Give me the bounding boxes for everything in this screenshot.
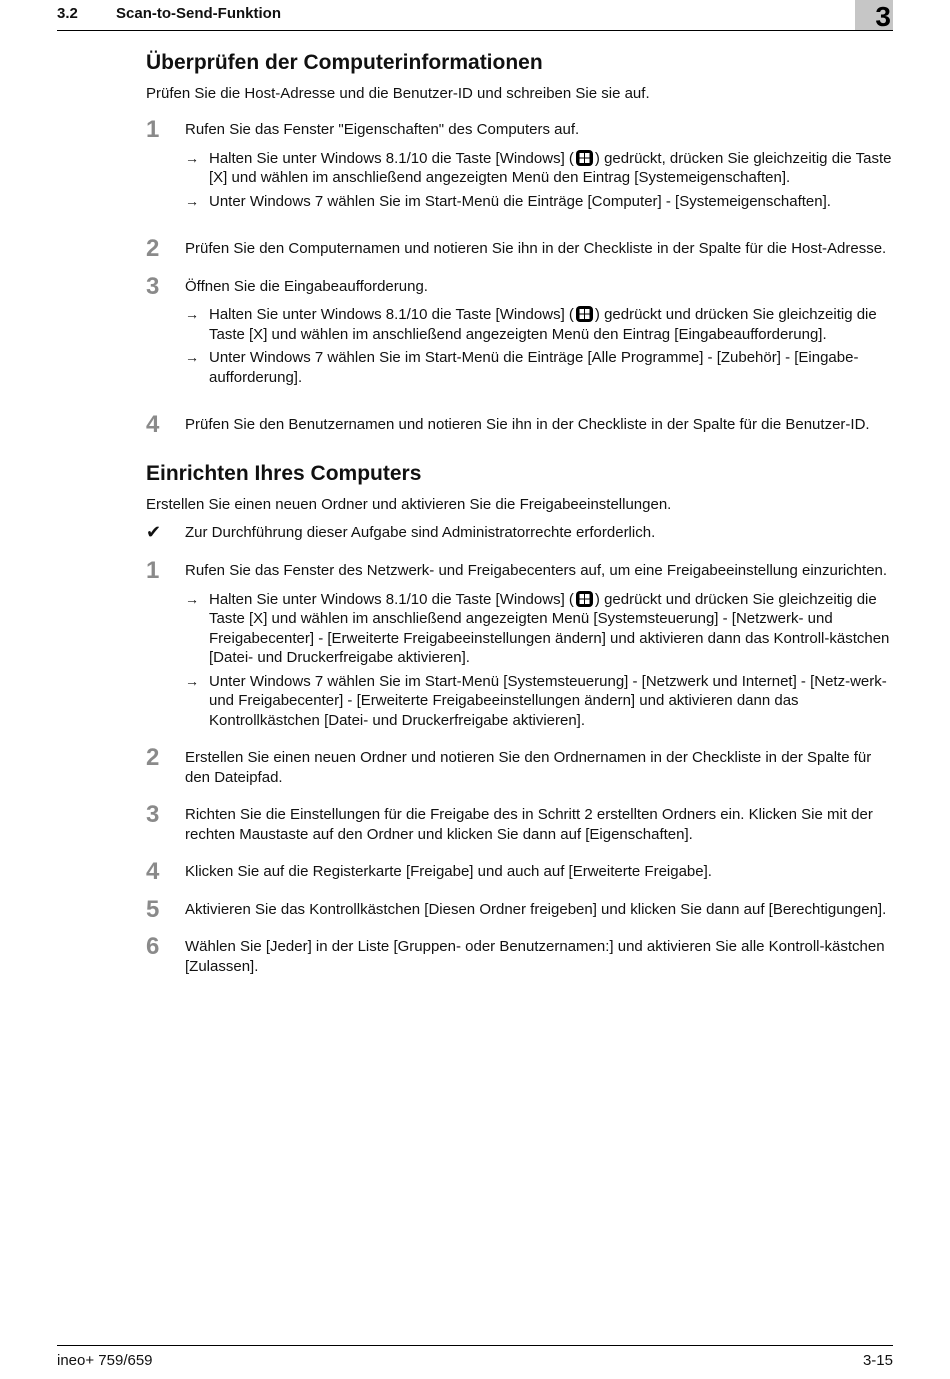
product-model: ineo+ 759/659	[57, 1352, 153, 1369]
step-text: Erstellen Sie einen neuen Ordner und notieren Sie den Ordnernamen in der Checkliste in der Spalte für den Dateipfad.	[185, 749, 872, 786]
sub-step	[185, 590, 894, 668]
sub-step	[185, 192, 894, 212]
arrow-icon: →	[185, 306, 199, 322]
step-number: 4	[146, 858, 160, 885]
page-content	[146, 48, 894, 976]
step-text: Öffnen Sie die Eingabeaufforderung.	[185, 277, 428, 295]
sub-step-text-after: ) gedrückt und drücken Sie gleichzeitig die Taste [X] und wählen im anschließend angezeigten Menü den Eintrag [Eingabeaufforderung].	[209, 306, 877, 343]
step	[146, 801, 894, 844]
arrow-icon: →	[185, 149, 199, 166]
arrow-icon: →	[185, 590, 199, 607]
arrow-icon: →	[185, 349, 199, 365]
step-text: Rufen Sie das Fenster "Eigenschaften" des Computers auf.	[185, 121, 580, 138]
arrow-icon: →	[185, 192, 199, 209]
heading-setup-computer: Einrichten Ihres Computers	[146, 461, 422, 485]
step	[146, 744, 894, 787]
step	[146, 411, 894, 438]
chapter-tab	[855, 0, 893, 30]
section2-intro: Erstellen Sie einen neuen Ordner und aktivieren Sie die Freigabeeinstellungen.	[146, 495, 672, 513]
section1-intro: Prüfen Sie die Host-Adresse und die Benutzer-ID und schreiben Sie sie auf.	[146, 85, 650, 102]
sub-step-text-after: ) gedrückt, drücken Sie gleichzeitig die Taste [X] und wählen im anschließend angezeigten Menü den Eintrag [Systemeigenschaften].	[209, 149, 892, 186]
windows-logo-icon	[576, 306, 593, 322]
step-number: 4	[146, 411, 160, 438]
step-number: 2	[146, 235, 160, 262]
sub-step	[185, 348, 894, 387]
prerequisite-text: Zur Durchführung dieser Aufgabe sind Administratorrechte erforderlich.	[185, 523, 656, 541]
sub-step-text: Unter Windows 7 wählen Sie im Start-Menü die Einträge [Computer] - [Systemeigenschaften].	[209, 192, 831, 210]
sub-step-text-after: ) gedrückt und drücken Sie gleichzeitig die Taste [X] und wählen im anschließend angezeigten Menü [Systemsteuerung] - [Netzwerk- und Freigabecenter] - [Erweiterte Freigabeeinstellungen ändern] und aktivieren dann das Kontroll-kästchen [Datei- und Druckerfreigabe aktivieren].	[209, 590, 890, 666]
step-text: Wählen Sie [Jeder] in der Liste [Gruppen- oder Benutzernamen:] und aktivieren Sie alle Kontroll-kästchen [Zulassen].	[185, 938, 885, 975]
step	[146, 235, 894, 262]
windows-logo-icon	[576, 591, 593, 607]
step-text: Klicken Sie auf die Registerkarte [Freigabe] und auch auf [Erweiterte Freigabe].	[185, 863, 712, 880]
step-number: 5	[146, 895, 160, 923]
sub-step-text: Unter Windows 7 wählen Sie im Start-Menü [Systemsteuerung] - [Netzwerk und Internet] - [Netz-werk- und Freigabecenter] - [Erweiterte Freigabeeinstellungen ändern] und aktivieren dann das Kontrollkästchen [Datei- und Druckerfreigabe aktivieren].	[209, 672, 887, 729]
windows-logo-icon	[576, 150, 593, 166]
step	[146, 895, 894, 923]
sub-step	[185, 149, 894, 188]
step-text: Prüfen Sie den Computernamen und notieren Sie ihn in der Checkliste in der Spalte für die Host-Adresse.	[185, 240, 887, 257]
sub-step	[185, 672, 894, 731]
step-number: 3	[146, 272, 160, 300]
step-text: Rufen Sie das Fenster des Netzwerk- und Freigabecenters auf, um eine Freigabeeinstellung einzurichten.	[185, 562, 888, 579]
chapter-number: 3	[875, 1, 891, 32]
step-text: Aktivieren Sie das Kontrollkästchen [Diesen Ordner freigeben] und klicken Sie dann auf [Berechtigungen].	[185, 900, 887, 918]
section-number: 3.2	[57, 5, 78, 22]
step	[146, 933, 894, 976]
heading-computer-info: Überprüfen der Computerinformationen	[146, 51, 543, 74]
step-number: 3	[146, 801, 160, 828]
page-number: 3-15	[862, 1352, 893, 1369]
arrow-icon: →	[185, 672, 199, 689]
step	[146, 116, 894, 143]
page-footer	[57, 1345, 893, 1369]
sub-step-text: Unter Windows 7 wählen Sie im Start-Menü die Einträge [Alle Programme] - [Zubehör] - [Eingabe-aufforderung].	[209, 349, 859, 386]
step-text: Prüfen Sie den Benutzernamen und notieren Sie ihn in der Checkliste in der Spalte für die Benutzer-ID.	[185, 416, 870, 433]
step	[146, 858, 894, 885]
sub-step-text-before: Halten Sie unter Windows 8.1/10 die Taste [Windows] (	[209, 149, 574, 167]
check-icon: ✔	[146, 521, 162, 542]
step-number: 1	[146, 557, 160, 584]
step	[146, 557, 894, 584]
section-title: Scan-to-Send-Funktion	[116, 5, 281, 22]
step-text: Richten Sie die Einstellungen für die Freigabe des in Schritt 2 erstellten Ordners ein. Klicken Sie mit der rechten Maustaste auf den Ordner und klicken Sie dann auf [Eigenschaften].	[185, 806, 873, 843]
sub-step-text-before: Halten Sie unter Windows 8.1/10 die Taste [Windows] (	[209, 590, 574, 608]
prerequisite-note	[146, 523, 894, 543]
step-number: 6	[146, 933, 160, 960]
page-header	[57, 0, 893, 31]
sub-step	[185, 305, 894, 344]
step-number: 1	[146, 116, 160, 143]
step-number: 2	[146, 744, 160, 771]
step	[146, 272, 894, 300]
sub-step-text-before: Halten Sie unter Windows 8.1/10 die Taste [Windows] (	[209, 306, 574, 323]
